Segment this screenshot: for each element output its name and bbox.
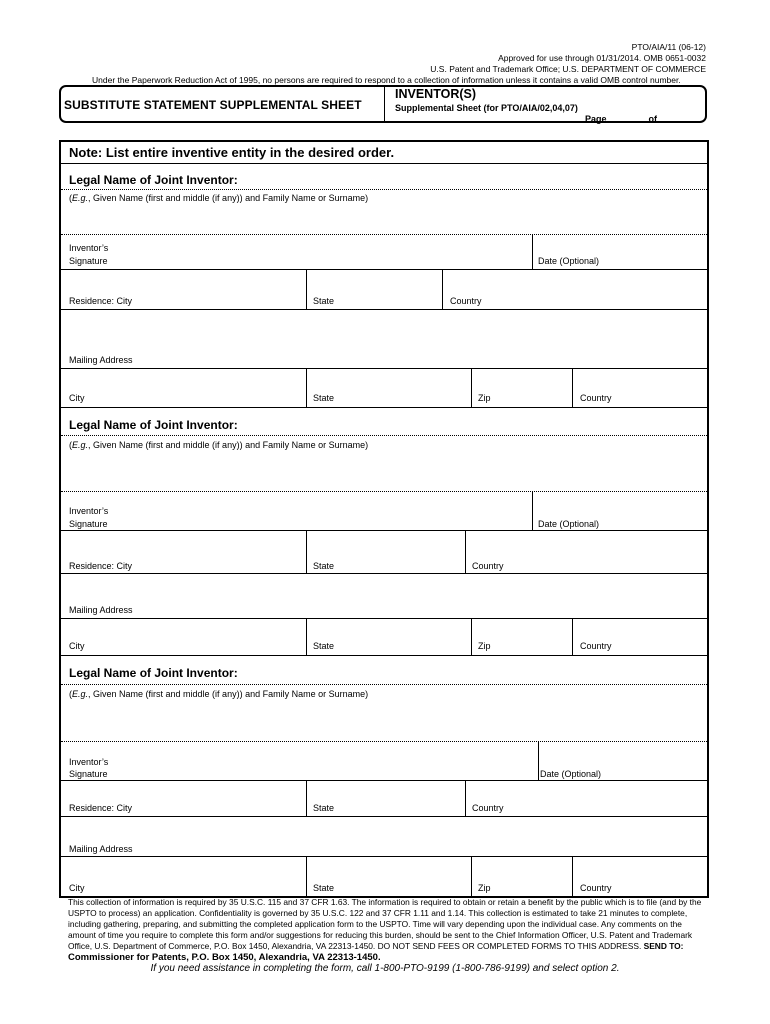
mailing-address-field[interactable]	[61, 574, 707, 618]
country-label: Country	[472, 561, 504, 571]
order-note: Note: List entire inventive entity in the desired order.	[69, 145, 395, 160]
divider	[61, 407, 707, 408]
city-label: City	[69, 641, 85, 651]
zip-label: Zip	[478, 393, 491, 403]
mailing-state-field[interactable]	[307, 857, 470, 896]
signature-field[interactable]	[61, 742, 537, 780]
date-label: Date (Optional)	[538, 256, 600, 266]
name-hint-text: , Given Name (first and middle (if any)) and Family Name or Surname)	[88, 193, 369, 203]
inventors-label: Inventor’s	[69, 243, 109, 253]
city-label: City	[69, 393, 85, 403]
signature-field[interactable]	[61, 235, 531, 269]
residence-state-field[interactable]	[307, 781, 464, 815]
joint-inventor-heading: Legal Name of Joint Inventor:	[69, 418, 238, 432]
signature-label: Signature	[69, 256, 108, 266]
joint-inventor-heading: Legal Name of Joint Inventor:	[69, 173, 238, 187]
state-label: State	[313, 393, 335, 403]
name-hint: (E.g., Given Name (first and middle (if any)) and Family Name or Surname)	[69, 440, 369, 450]
state-label: State	[313, 296, 335, 306]
residence-country-field[interactable]	[466, 781, 707, 815]
signature-label: Signature	[69, 519, 108, 529]
residence-city-label: Residence: City	[69, 803, 133, 813]
divider	[61, 655, 707, 656]
residence-country-field[interactable]	[443, 270, 707, 308]
residence-city-field[interactable]	[61, 270, 305, 308]
inventors-label: Inventor’s	[69, 757, 109, 767]
omb-approval: Approved for use through 01/31/2014. OMB 0651-0032	[498, 53, 706, 63]
name-hint-eg: E.g.	[72, 440, 89, 450]
supplemental-subtitle: Supplemental Sheet (for PTO/AIA/02,04,07)	[395, 103, 578, 113]
zip-label: Zip	[478, 883, 491, 893]
page-counter	[585, 113, 699, 124]
name-hint-eg: E.g.	[72, 689, 89, 699]
burden-text: This collection of information is required by 35 U.S.C. 115 and 37 CFR 1.63. The information is required to obtain or retain a benefit by the public which is to file (and by the USPTO to process) an application. Confidentiality is governed by 35 U.S.C. 122 and 37 CFR 1.11 and 1.14. This collection is estimated to take 21 minutes to complete, including gathering, preparing, and submitting the completed application form to the USPTO. Time will vary depending upon the individual case. Any comments on the amount of time you require to complete this form and/or suggestions for reducing this burden, should be sent to the Chief Information Officer, U.S. Patent and Trademark Office, U.S. Department of Commerce, P.O. Box 1450, Alexandria, VA 22313-1450. DO NOT SEND FEES OR COMPLETED FORMS TO THIS ADDRESS.	[68, 897, 702, 951]
city-label: City	[69, 883, 85, 893]
mailing-address-label: Mailing Address	[69, 844, 133, 854]
residence-city-field[interactable]	[61, 781, 305, 815]
mailing-address-label: Mailing Address	[69, 355, 133, 365]
mailing-city-field[interactable]	[61, 369, 305, 406]
signature-label: Signature	[69, 769, 108, 779]
send-to-label: SEND TO:	[643, 940, 684, 951]
date-label: Date (Optional)	[538, 519, 600, 529]
mailing-country-field[interactable]	[573, 619, 707, 654]
send-to-address: Commissioner for Patents, P.O. Box 1450, Alexandria, VA 22313-1450.	[68, 951, 381, 963]
mailing-address-label: Mailing Address	[69, 605, 133, 615]
paperwork-notice: Under the Paperwork Reduction Act of 1995, no persons are required to respond to a collection of information unless it contains a valid OMB control number.	[92, 75, 681, 85]
page-total-field[interactable]	[661, 113, 699, 122]
mailing-address-field[interactable]	[61, 817, 707, 856]
mailing-state-field[interactable]	[307, 619, 470, 654]
joint-inventor-heading: Legal Name of Joint Inventor:	[69, 666, 238, 680]
assistance-line: If you need assistance in completing the form, call 1-800-PTO-9199 (1-800-786-9199) and select option 2.	[150, 963, 620, 974]
title-box	[59, 85, 707, 123]
mailing-country-field[interactable]	[573, 369, 707, 406]
title-divider	[384, 87, 385, 121]
agency-line: U.S. Patent and Trademark Office; U.S. DEPARTMENT OF COMMERCE	[430, 64, 706, 74]
name-hint-eg: E.g.	[72, 193, 89, 203]
name-hint-text: , Given Name (first and middle (if any)) and Family Name or Surname)	[88, 689, 369, 699]
residence-state-field[interactable]	[307, 270, 441, 308]
state-label: State	[313, 641, 335, 651]
state-label: State	[313, 561, 335, 571]
mailing-zip-field[interactable]	[472, 619, 571, 654]
form-title: SUBSTITUTE STATEMENT SUPPLEMENTAL SHEET	[64, 98, 362, 112]
mailing-city-field[interactable]	[61, 619, 305, 654]
name-hint: (E.g., Given Name (first and middle (if any)) and Family Name or Surname)	[69, 689, 369, 699]
date-field[interactable]	[533, 235, 707, 269]
mailing-zip-field[interactable]	[472, 857, 571, 896]
mailing-country-field[interactable]	[573, 857, 707, 896]
legal-name-field[interactable]	[61, 436, 707, 491]
country-label: Country	[450, 296, 482, 306]
residence-city-label: Residence: City	[69, 296, 133, 306]
date-field[interactable]	[539, 742, 707, 780]
inventor-form	[59, 140, 709, 898]
country-label: Country	[472, 803, 504, 813]
state-label: State	[313, 803, 335, 813]
date-label: Date (Optional)	[540, 769, 602, 779]
page-label: Page	[584, 114, 607, 124]
legal-name-field[interactable]	[61, 685, 707, 741]
name-hint: (E.g., Given Name (first and middle (if any)) and Family Name or Surname)	[69, 193, 369, 203]
residence-state-field[interactable]	[307, 531, 464, 572]
date-field[interactable]	[533, 492, 707, 530]
form-number: PTO/AIA/11 (06-12)	[631, 42, 706, 52]
name-hint-text: , Given Name (first and middle (if any)) and Family Name or Surname)	[88, 440, 369, 450]
country-label: Country	[580, 641, 612, 651]
page-number-field[interactable]	[611, 113, 645, 122]
state-label: State	[313, 883, 335, 893]
residence-city-field[interactable]	[61, 531, 305, 572]
zip-label: Zip	[478, 641, 491, 651]
of-label: of	[648, 114, 657, 124]
mailing-address-field[interactable]	[61, 310, 707, 368]
residence-city-label: Residence: City	[69, 561, 133, 571]
mailing-state-field[interactable]	[307, 369, 470, 406]
mailing-zip-field[interactable]	[472, 369, 571, 406]
residence-country-field[interactable]	[466, 531, 707, 572]
inventors-label: Inventor’s	[69, 506, 109, 516]
inventors-heading: INVENTOR(S)	[395, 87, 477, 101]
legal-name-field[interactable]	[61, 190, 707, 234]
country-label: Country	[580, 393, 612, 403]
signature-field[interactable]	[61, 492, 531, 530]
burden-statement	[68, 897, 708, 963]
country-label: Country	[580, 883, 612, 893]
divider	[61, 163, 707, 164]
mailing-city-field[interactable]	[61, 857, 305, 896]
